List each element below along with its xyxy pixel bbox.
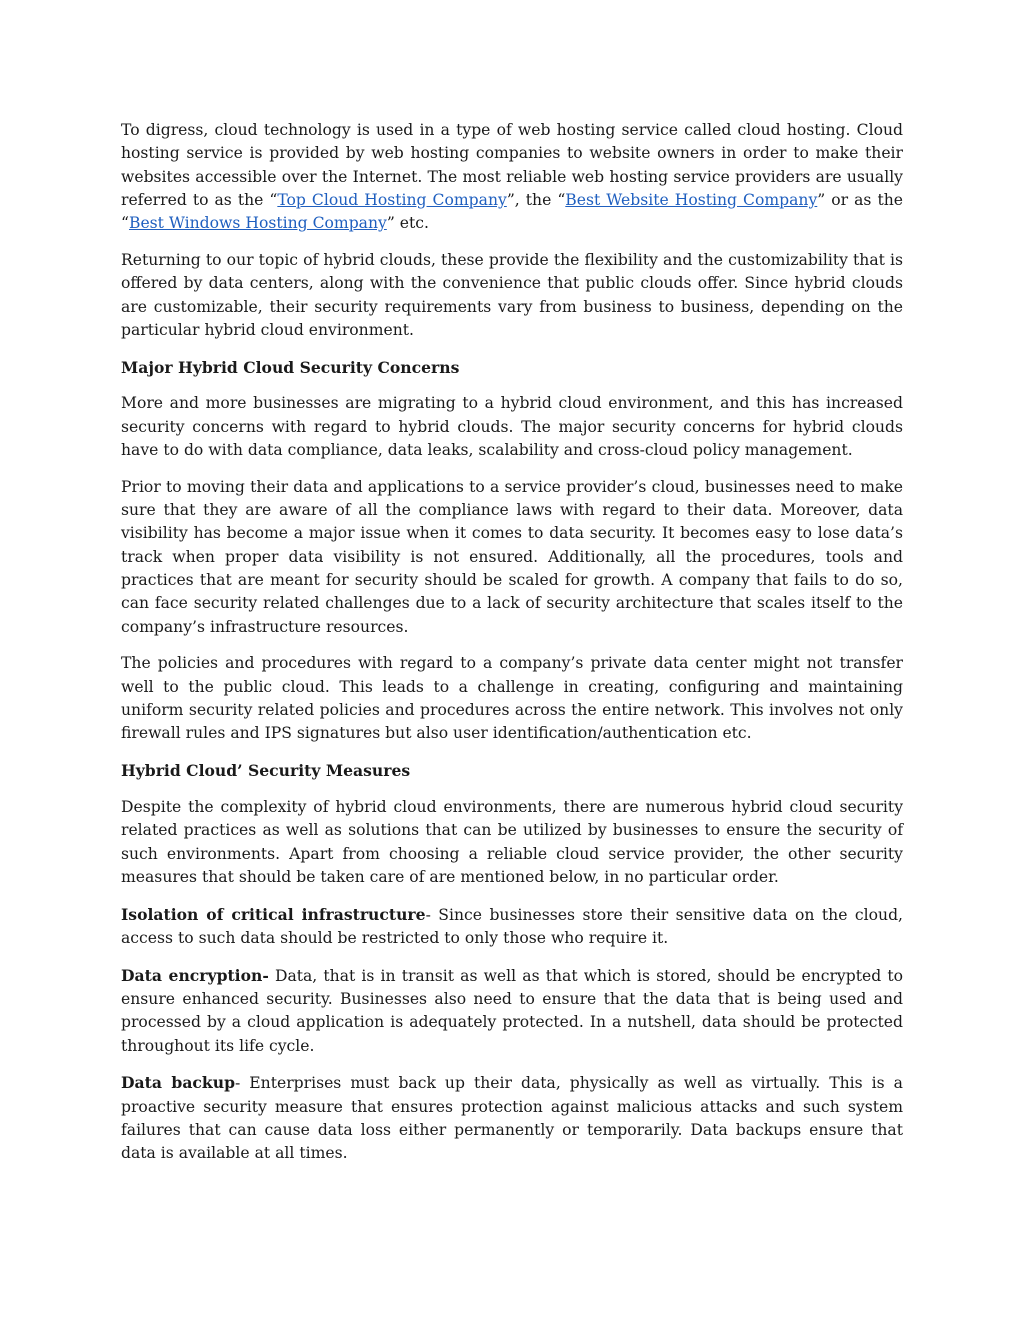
paragraph-policies: The policies and procedures with regard to a company’s private data center might not transfer well to the public cloud. This leads to a challenge in creating, configuring and maintaining uniform security related policies and procedures across the entire network. This involves not only firewall rules and IPS signatures but also user identification/authentication etc.	[121, 654, 903, 743]
paragraph-intro-text-d: ” etc.	[386, 214, 429, 233]
list-item-encryption-text: Data, that is in transit as well as that which is stored, should be encrypted to ensure enhanced security. Businesses also need to ensure that the data that is being used and processed by a cloud application is adequately protected. In a nutshell, data should be protected throughout its life cycle.	[121, 966, 903, 1055]
heading-security-concerns: Major Hybrid Cloud Security Concerns	[121, 357, 460, 377]
list-item-backup-label: Data backup	[121, 1073, 235, 1093]
paragraph-intro-text-a: To digress, cloud technology is used in a type of web hosting service called cloud hosting. Cloud hosting service is provided by web hosting companies to website owners in order to make their websites accessible over the Internet. The most reliable web hosting service providers are usually referred to as the “	[121, 121, 903, 209]
paragraph-intro	[121, 119, 903, 235]
paragraph-intro-text-b: ”, the “	[506, 190, 566, 209]
link-best-windows-hosting-company[interactable]: Best Windows Hosting Company	[128, 214, 387, 233]
list-item-isolation-text: - Since businesses store their sensitive data on the cloud, access to such data should be restricted to only those who require it.	[121, 905, 904, 947]
heading-security-measures: Hybrid Cloud’ Security Measures	[121, 761, 411, 781]
list-item-isolation	[121, 903, 903, 951]
paragraph-compliance: Prior to moving their data and applications to a service provider’s cloud, businesses need to make sure that they are aware of all the compliance laws with regard to their data. Moreover, data visibility has become a major issue when it comes to data security. It becomes easy to lose data’s track when proper data visibility is not ensured. Additionally, all the procedures, tools and practices that are meant for security should be scaled for growth. A company that fails to do so, can face security related challenges due to a lack of security architecture that scales itself to the company’s infrastructure resources.	[121, 477, 903, 636]
link-best-website-hosting-company[interactable]: Best Website Hosting Company	[565, 190, 818, 209]
list-item-backup	[121, 1071, 903, 1165]
document-body	[121, 119, 903, 1179]
paragraph-measures-intro: Despite the complexity of hybrid cloud environments, there are numerous hybrid cloud security related practices as well as solutions that can be utilized by businesses to ensure the security of such environments. Apart from choosing a reliable cloud service provider, the other security measures that should be taken care of are mentioned below, in no particular order.	[121, 797, 903, 886]
paragraph-hybrid-clouds: Returning to our topic of hybrid clouds, these provide the flexibility and the customizability that is offered by data centers, along with the convenience that public clouds offer. Since hybrid clouds are customizable, their security requirements vary from business to business, depending on the particular hybrid cloud environment.	[121, 250, 903, 339]
paragraph-migration: More and more businesses are migrating to a hybrid cloud environment, and this has increased security concerns with regard to hybrid clouds. The major security concerns for hybrid clouds have to do with data compliance, data leaks, scalability and cross-cloud policy management.	[121, 394, 903, 460]
paragraph-intro-text-c: ” or as the “	[121, 190, 903, 233]
link-top-cloud-hosting-company[interactable]: Top Cloud Hosting Company	[277, 190, 507, 209]
list-item-backup-text: - Enterprises must back up their data, physically as well as virtually. This is a proactive security measure that ensures protection against malicious attacks and such system failures that can cause data loss either permanently or temporarily. Data backups ensure that data is available at all times.	[121, 1074, 903, 1163]
list-item-encryption-label: Data encryption-	[121, 965, 269, 985]
list-item-isolation-label: Isolation of critical infrastructure	[121, 904, 426, 924]
list-item-encryption	[121, 964, 903, 1058]
